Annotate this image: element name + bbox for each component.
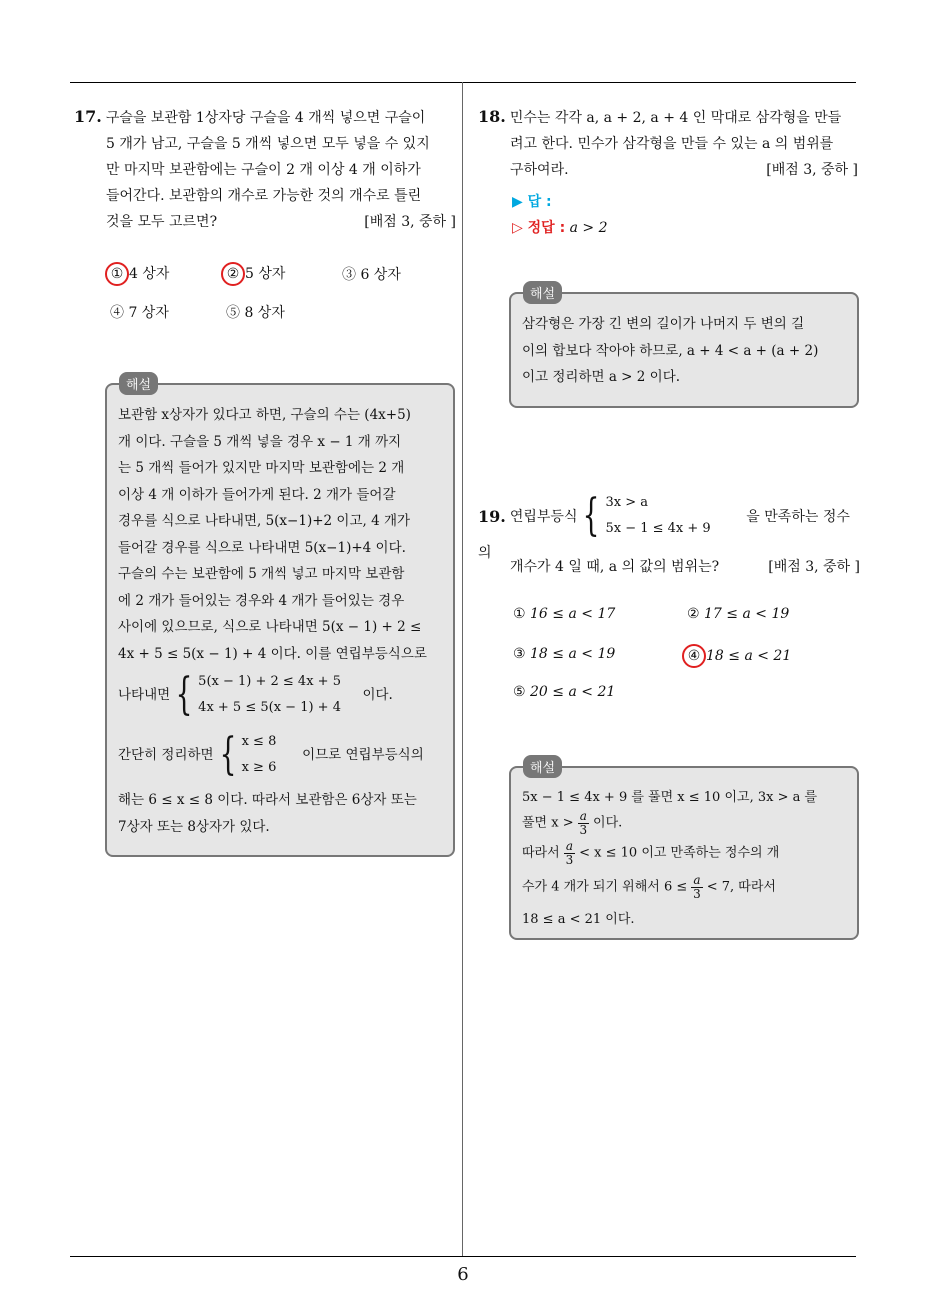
q19-prefix: 연립부등식 xyxy=(509,509,578,525)
choice-num: ② xyxy=(687,606,700,622)
inequality-system-1 xyxy=(118,669,446,725)
answer-label: ▶ 답 : xyxy=(512,194,552,210)
choice-text: 20 ≤ a < 21 xyxy=(530,684,616,700)
frac-den: 3 xyxy=(579,823,588,837)
frac-num: a xyxy=(579,809,587,823)
fraction xyxy=(691,874,702,901)
choice-num: ⑤ xyxy=(513,684,526,700)
q18-line: 민수는 각각 a, a + 2, a + 4 인 막대로 삼각형을 만들 xyxy=(509,110,842,126)
solution-tag: 해설 xyxy=(523,281,562,304)
top-rule xyxy=(70,82,856,83)
question-number: 19. xyxy=(478,506,506,526)
sol-line: 에 2 개가 들어있는 경우와 4 개가 들어있는 경우 xyxy=(118,592,405,609)
choice-1[interactable] xyxy=(108,262,169,286)
choice-text: 4 상자 xyxy=(129,266,170,282)
q17-choices xyxy=(108,262,448,332)
system-line: x ≥ 6 xyxy=(241,760,277,775)
sol-text: < x ≤ 10 이고 만족하는 정수의 개 xyxy=(579,845,780,861)
column-divider xyxy=(462,82,463,1257)
question-17-text xyxy=(74,104,456,235)
choice-num: ③ xyxy=(513,646,526,662)
difficulty-meta: [배점 3, 중하 ] xyxy=(766,162,858,178)
question-19-stem xyxy=(478,490,860,561)
question-19 xyxy=(478,490,860,580)
q18-line: 려고 한다. 민수가 삼각형을 만들 수 있는 a 의 범위를 xyxy=(510,136,834,152)
q17-line: 들어간다. 보관함의 개수로 가능한 것의 개수로 틀린 xyxy=(106,188,422,204)
fraction xyxy=(578,810,589,837)
choice-text: 7 상자 xyxy=(128,305,169,321)
page-number: 6 xyxy=(457,1264,469,1285)
sol-line xyxy=(522,810,852,840)
sol-line: 7상자 또는 8상자가 있다. xyxy=(118,818,270,835)
choice-1[interactable] xyxy=(513,606,615,622)
sol-line xyxy=(522,874,852,908)
question-18 xyxy=(478,104,858,241)
correct-value: a > 2 xyxy=(569,220,608,236)
sol-line: 4x + 5 ≤ 5(x − 1) + 4 이다. 이를 연립부등식으로 xyxy=(118,645,427,662)
sol-line: 삼각형은 가장 긴 변의 길이가 나머지 두 변의 길 xyxy=(522,316,805,332)
frac-den: 3 xyxy=(693,887,701,901)
sol-line: 이상 4 개 이하가 들어가게 된다. 2 개가 들어갈 xyxy=(118,486,396,503)
sys-suffix: 이므로 연립부등식의 xyxy=(302,746,424,763)
sys-prefix: 나타내면 xyxy=(118,686,171,703)
choice-2[interactable] xyxy=(687,606,789,622)
frac-num: a xyxy=(693,873,701,887)
sys-prefix: 간단히 정리하면 xyxy=(118,746,214,763)
q19-line2 xyxy=(478,554,860,580)
q19-suffix: 을 만족하는 정수의 xyxy=(478,509,850,561)
choice-text: 17 ≤ a < 19 xyxy=(704,606,790,622)
q17-line: 것을 모두 고르면? xyxy=(106,214,218,230)
q18-solution-text xyxy=(522,311,852,391)
sys-suffix: 이다. xyxy=(362,686,393,703)
brace: { xyxy=(219,729,236,780)
choice-text: 8 상자 xyxy=(244,305,285,321)
choice-text: 18 ≤ a < 21 xyxy=(706,648,792,664)
choice-num: ① xyxy=(513,606,526,622)
inequality-system-2 xyxy=(118,729,446,785)
question-number: 17. xyxy=(74,107,102,126)
difficulty-meta: [배점 3, 중하 ] xyxy=(768,559,860,575)
difficulty-meta: [배점 3, 중하 ] xyxy=(364,214,456,230)
frac-num: a xyxy=(565,839,573,853)
brace: { xyxy=(583,490,600,541)
system-line: 3x > a xyxy=(605,495,648,510)
choice-5[interactable] xyxy=(226,302,285,322)
sol-line: 5x − 1 ≤ 4x + 9 를 풀면 x ≤ 10 이고, 3x > a 를 xyxy=(522,790,818,805)
solution-tag: 해설 xyxy=(119,372,158,395)
choice-text: 18 ≤ a < 19 xyxy=(530,646,616,662)
q19-solution-text xyxy=(522,786,852,932)
sol-line: 18 ≤ a < 21 이다. xyxy=(522,912,635,927)
sol-line: 이의 합보다 작아야 하므로, a + 4 < a + (a + 2) xyxy=(522,342,819,359)
choice-3[interactable] xyxy=(342,264,401,284)
q19-line: 개수가 4 일 때, a 의 값의 범위는? xyxy=(510,559,720,575)
brace: { xyxy=(175,669,193,720)
sol-line: 구슬의 수는 보관함에 5 개씩 넣고 마지막 보관함 xyxy=(118,566,405,582)
answer-circle-mark: ② xyxy=(221,262,245,286)
q17-line: 만 마지막 보관함에는 구슬이 2 개 이상 4 개 이하가 xyxy=(106,162,421,178)
sol-text: 수가 4 개가 되기 위해서 6 ≤ xyxy=(522,879,688,895)
sol-line: 사이에 있으므로, 식으로 나타내면 5(x − 1) + 2 ≤ xyxy=(118,619,422,635)
choice-text: 5 상자 xyxy=(245,266,286,282)
sol-line: 들어갈 경우를 식으로 나타내면 5(x−1)+4 이다. xyxy=(118,539,406,556)
sol-text: 풀면 x > xyxy=(522,815,574,831)
system-line: 5(x − 1) + 2 ≤ 4x + 5 xyxy=(198,674,341,689)
choice-4[interactable] xyxy=(685,644,791,668)
system-lines xyxy=(198,669,341,721)
answer-field[interactable] xyxy=(478,189,858,215)
sol-line xyxy=(522,840,852,874)
bottom-rule xyxy=(70,1256,856,1257)
choice-3[interactable] xyxy=(513,646,615,662)
q19-choices xyxy=(513,606,843,706)
choice-4[interactable] xyxy=(110,302,169,322)
choice-text: 16 ≤ a < 17 xyxy=(530,606,616,622)
solution-tag: 해설 xyxy=(523,755,562,778)
q17-line: 5 개가 남고, 구슬을 5 개씩 넣으면 모두 넣을 수 있지 xyxy=(106,136,430,152)
answer-circle-mark: ① xyxy=(105,262,129,286)
question-number: 18. xyxy=(478,107,506,126)
frac-den: 3 xyxy=(565,853,574,867)
sol-text: 이다. xyxy=(593,815,623,831)
system-line: 5x − 1 ≤ 4x + 9 xyxy=(605,521,711,536)
choice-2[interactable] xyxy=(224,262,285,286)
question-18-text xyxy=(478,104,858,183)
sol-line: 해는 6 ≤ x ≤ 8 이다. 따라서 보관함은 6상자 또는 xyxy=(118,792,417,808)
fraction xyxy=(564,840,575,867)
choice-5[interactable] xyxy=(513,684,615,700)
choice-num: ⑤ xyxy=(226,305,240,321)
system-line: x ≤ 8 xyxy=(241,734,277,749)
question-17 xyxy=(74,104,456,235)
choice-text: 6 상자 xyxy=(360,267,401,283)
sol-line: 개 이다. 구슬을 5 개씩 넣을 경우 x − 1 개 까지 xyxy=(118,433,402,450)
correct-answer xyxy=(478,215,858,241)
q17-solution-text xyxy=(118,402,446,840)
answer-circle-mark: ④ xyxy=(682,644,706,668)
sol-line: 보관함 x상자가 있다고 하면, 구슬의 수는 (4x+5) xyxy=(118,407,411,423)
system-lines xyxy=(605,490,710,542)
sol-line: 이고 정리하면 a > 2 이다. xyxy=(522,369,681,385)
system-line: 4x + 5 ≤ 5(x − 1) + 4 xyxy=(198,700,341,715)
sol-text: 따라서 xyxy=(522,845,560,861)
system-lines xyxy=(242,729,277,781)
sol-text: < 7, 따라서 xyxy=(706,879,776,895)
choice-num: ③ xyxy=(342,267,356,283)
sol-line: 경우를 식으로 나타내면, 5(x−1)+2 이고, 4 개가 xyxy=(118,513,411,529)
sol-line: 는 5 개씩 들어가 있지만 마지막 보관함에는 2 개 xyxy=(118,460,405,476)
correct-label: ▷ 정답 : xyxy=(512,220,566,236)
q18-line: 구하여라. xyxy=(510,162,569,178)
choice-num: ④ xyxy=(110,305,124,321)
q17-line: 구슬을 보관함 1상자당 구슬을 4 개씩 넣으면 구슬이 xyxy=(105,110,426,126)
